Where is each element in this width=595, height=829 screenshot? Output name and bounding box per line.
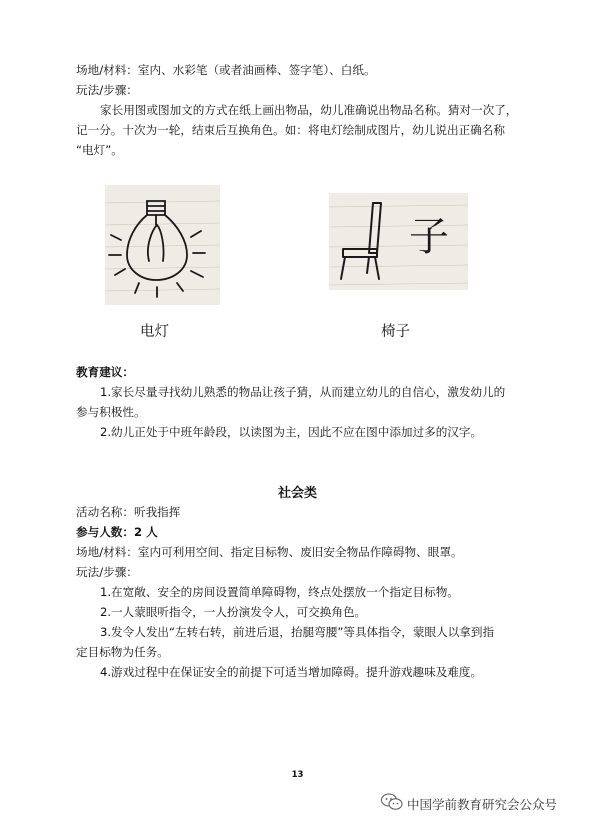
drawn-character: 子 xyxy=(409,214,449,260)
method-label: 玩法/步骤： xyxy=(76,83,138,97)
figure-caption-chair: 椅子 xyxy=(381,324,410,340)
watermark-text: 中国学前教育研究会公众号 xyxy=(407,797,558,812)
light-bulb-icon xyxy=(105,185,220,305)
page-number: 13 xyxy=(291,770,304,780)
step-line: 3.发令人发出“左转右转，前进后退，抬腿弯腰”等具体指令，蒙眼人以拿到指 xyxy=(100,625,495,639)
venue-materials: 场地/材料：室内、水彩笔（或者油画棒、签字笔）、白纸。 xyxy=(76,63,376,77)
chair-drawing xyxy=(329,193,468,290)
step-line: 4.游戏过程中在保证安全的前提下可适当增加障碍。提升游戏趣味及难度。 xyxy=(100,665,483,679)
light-bulb-drawing xyxy=(105,185,220,305)
description-line: 家长用图或图加文的方式在纸上画出物品，幼儿准确说出物品名称。猜对一次了， xyxy=(100,103,518,117)
advice-label: 教育建议： xyxy=(76,365,134,379)
step-line: 定目标物为任务。 xyxy=(76,645,169,659)
advice-line: 2.幼儿正处于中班年龄段，以读图为主，因此不应在图中添加过多的汉字。 xyxy=(100,425,483,439)
method-label: 玩法/步骤： xyxy=(76,565,138,579)
participants: 参与人数：2 人 xyxy=(76,525,158,539)
advice-line: 参与积极性。 xyxy=(76,405,146,419)
section-title: 社会类 xyxy=(277,486,317,501)
advice-line: 1.家长尽量寻找幼儿熟悉的物品让孩子猜，从而建立幼儿的自信心，激发幼儿的 xyxy=(100,385,506,399)
description-line: 记一分。十次为一轮，结束后互换角色。如：将电灯绘制成图片，幼儿说出正确名称 xyxy=(76,123,505,137)
activity-name: 活动名称：听我指挥 xyxy=(76,505,181,519)
venue-materials: 场地/材料：室内可利用空间、指定目标物、废旧安全物品作障碍物、眼罩。 xyxy=(76,545,463,559)
step-line: 2.一人蒙眼听指令，一人扮演发令人，可交换角色。 xyxy=(100,605,367,619)
step-line: 1.在宽敞、安全的房间设置简单障碍物，终点处摆放一个指定目标物。 xyxy=(100,585,459,599)
wechat-icon xyxy=(381,793,403,815)
description-line: “电灯”。 xyxy=(76,143,123,157)
figure-caption-light: 电灯 xyxy=(140,324,169,340)
